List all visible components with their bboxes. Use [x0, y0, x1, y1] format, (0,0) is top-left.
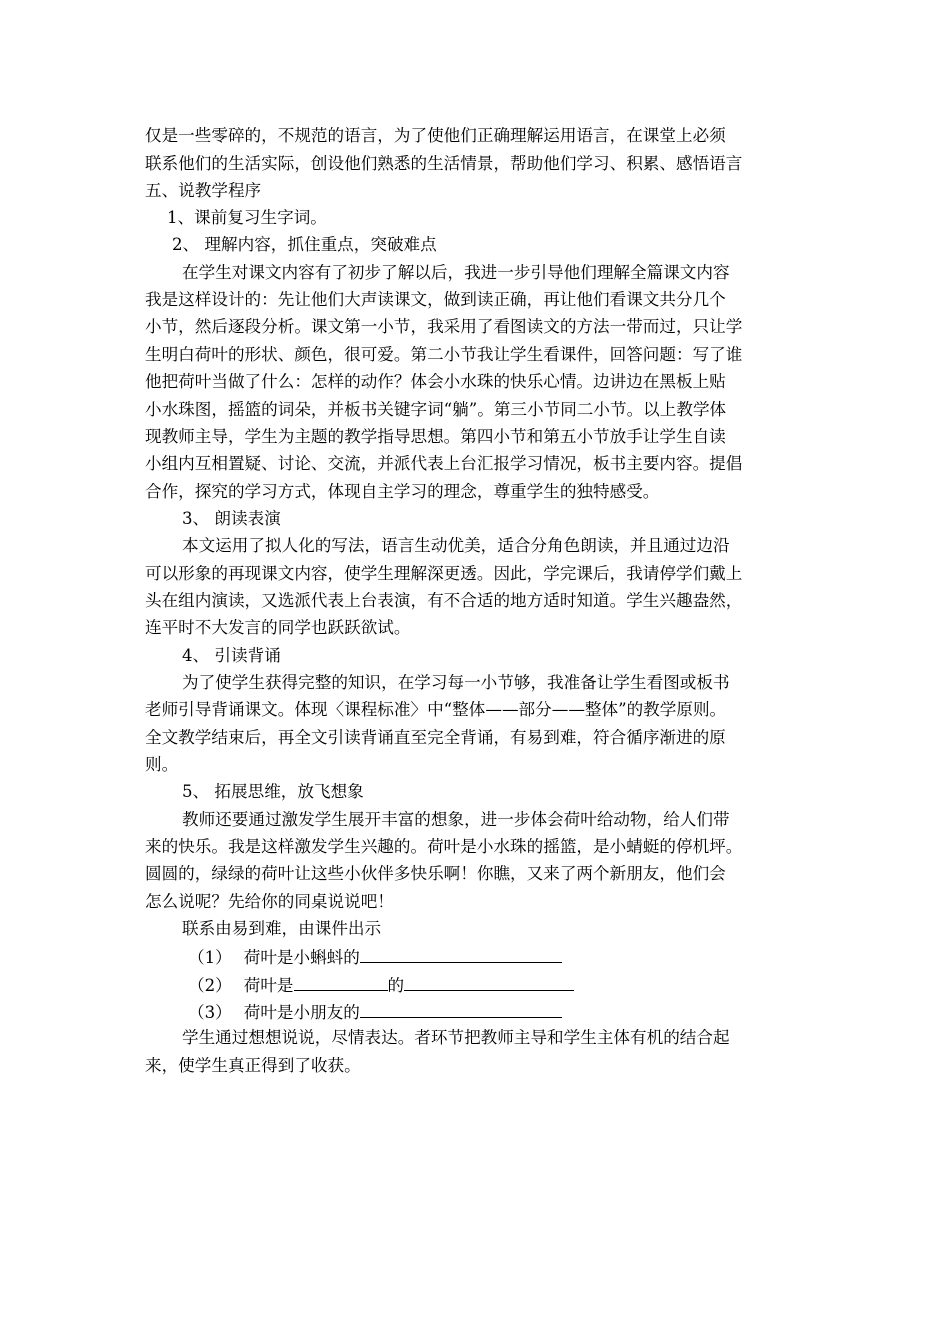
step-heading: 3、 朗读表演 — [182, 509, 281, 528]
exercise-number: （2） — [188, 976, 232, 995]
paragraph-line: 在学生对课文内容有了初步了解以后，我进一步引导他们理解全篇课文内容 — [182, 263, 730, 282]
fill-in-blank[interactable] — [360, 997, 562, 1018]
paragraph-line: 则。 — [145, 755, 179, 774]
paragraph-line: 联系由易到难，由课件出示 — [182, 919, 382, 938]
fill-in-blank[interactable] — [294, 970, 388, 991]
paragraph-line: 老师引导背诵课文。体现〈课程标准〉中“整体——部分——整体”的教学原则。 — [145, 700, 727, 719]
paragraph-line: 现教师主导，学生为主题的教学指导思想。第四小节和第五小节放手让学生自读 — [145, 427, 726, 446]
paragraph-line: 我是这样设计的：先让他们大声读课文，做到读正确，再让他们看课文共分几个 — [145, 290, 726, 309]
exercise-number: （1） — [188, 948, 232, 967]
paragraph-line: 连平时不大发言的同学也跃跃欲试。 — [145, 618, 411, 637]
fill-in-blank[interactable] — [360, 942, 562, 963]
paragraph-line: 联系他们的生活实际，创设他们熟悉的生活情景，帮助他们学习、积累、感悟语言 — [145, 154, 743, 173]
paragraph-line: 仅是一些零碎的，不规范的语言，为了使他们正确理解运用语言，在课堂上必须 — [145, 126, 726, 145]
paragraph-line: 来，使学生真正得到了收获。 — [145, 1056, 361, 1075]
step-heading: 5、 拓展思维，放飞想象 — [182, 782, 364, 801]
exercise-text: 荷叶是小蝌蚪的 — [243, 948, 360, 967]
paragraph-line: 可以形象的再现课文内容，使学生理解深更透。因此，学完课后，我请停学们戴上 — [145, 564, 743, 583]
paragraph-line: 小水珠图，摇篮的词朵，并板书关键字词“躺”。第三小节同二小节。以上教学体 — [145, 400, 727, 419]
exercise-number: （3） — [188, 1003, 232, 1022]
paragraph-line: 圆圆的，绿绿的荷叶让这些小伙伴多快乐啊！你瞧，又来了两个新朋友，他们会 — [145, 864, 726, 883]
fill-in-blank[interactable] — [404, 970, 574, 991]
paragraph-line: 头在组内演读，又选派代表上台表演，有不合适的地方适时知道。学生兴趣盎然， — [145, 591, 743, 610]
paragraph-line: 合作，探究的学习方式，体现自主学习的理念，尊重学生的独特感受。 — [145, 482, 660, 501]
section-heading: 五、说教学程序 — [145, 181, 262, 200]
exercise-text: 荷叶是 — [243, 976, 294, 995]
paragraph-line: 小组内互相置疑、讨论、交流，并派代表上台汇报学习情况，板书主要内容。提倡 — [145, 454, 743, 473]
paragraph-line: 教师还要通过激发学生展开丰富的想象，进一步体会荷叶给动物，给人们带 — [182, 810, 730, 829]
exercise-item-2 — [188, 970, 574, 998]
exercise-item-3 — [188, 997, 562, 1025]
exercise-item-1 — [188, 942, 562, 970]
exercise-text: 的 — [387, 976, 405, 995]
paragraph-line: 本文运用了拟人化的写法，语言生动优美，适合分角色朗读，并且通过边沿 — [182, 536, 730, 555]
paragraph-line: 全文教学结束后，再全文引读背诵直至完全背诵，有易到难，符合循序渐进的原 — [145, 728, 726, 747]
step-heading: 1、课前复习生字词。 — [167, 208, 327, 227]
paragraph-line: 小节，然后逐段分析。课文第一小节，我采用了看图读文的方法一带而过，只让学 — [145, 317, 743, 336]
paragraph-line: 学生通过想想说说，尽情表达。者环节把教师主导和学生主体有机的结合起 — [182, 1028, 730, 1047]
exercise-text: 荷叶是小朋友的 — [243, 1003, 360, 1022]
paragraph-line: 他把荷叶当做了什么：怎样的动作？体会小水珠的快乐心情。边讲边在黑板上贴 — [145, 372, 726, 391]
paragraph-line: 为了使学生获得完整的知识，在学习每一小节够，我准备让学生看图或板书 — [182, 673, 730, 692]
step-heading: 2、 理解内容，抓住重点，突破难点 — [172, 235, 437, 254]
paragraph-line: 来的快乐。我是这样激发学生兴趣的。荷叶是小水珠的摇篮，是小蜻蜓的停机坪。 — [145, 837, 743, 856]
paragraph-line: 怎么说呢？先给你的同桌说说吧！ — [145, 892, 394, 911]
step-heading: 4、 引读背诵 — [182, 646, 281, 665]
paragraph-line: 生明白荷叶的形状、颜色，很可爱。第二小节我让学生看课件，回答问题：写了谁 — [145, 345, 743, 364]
